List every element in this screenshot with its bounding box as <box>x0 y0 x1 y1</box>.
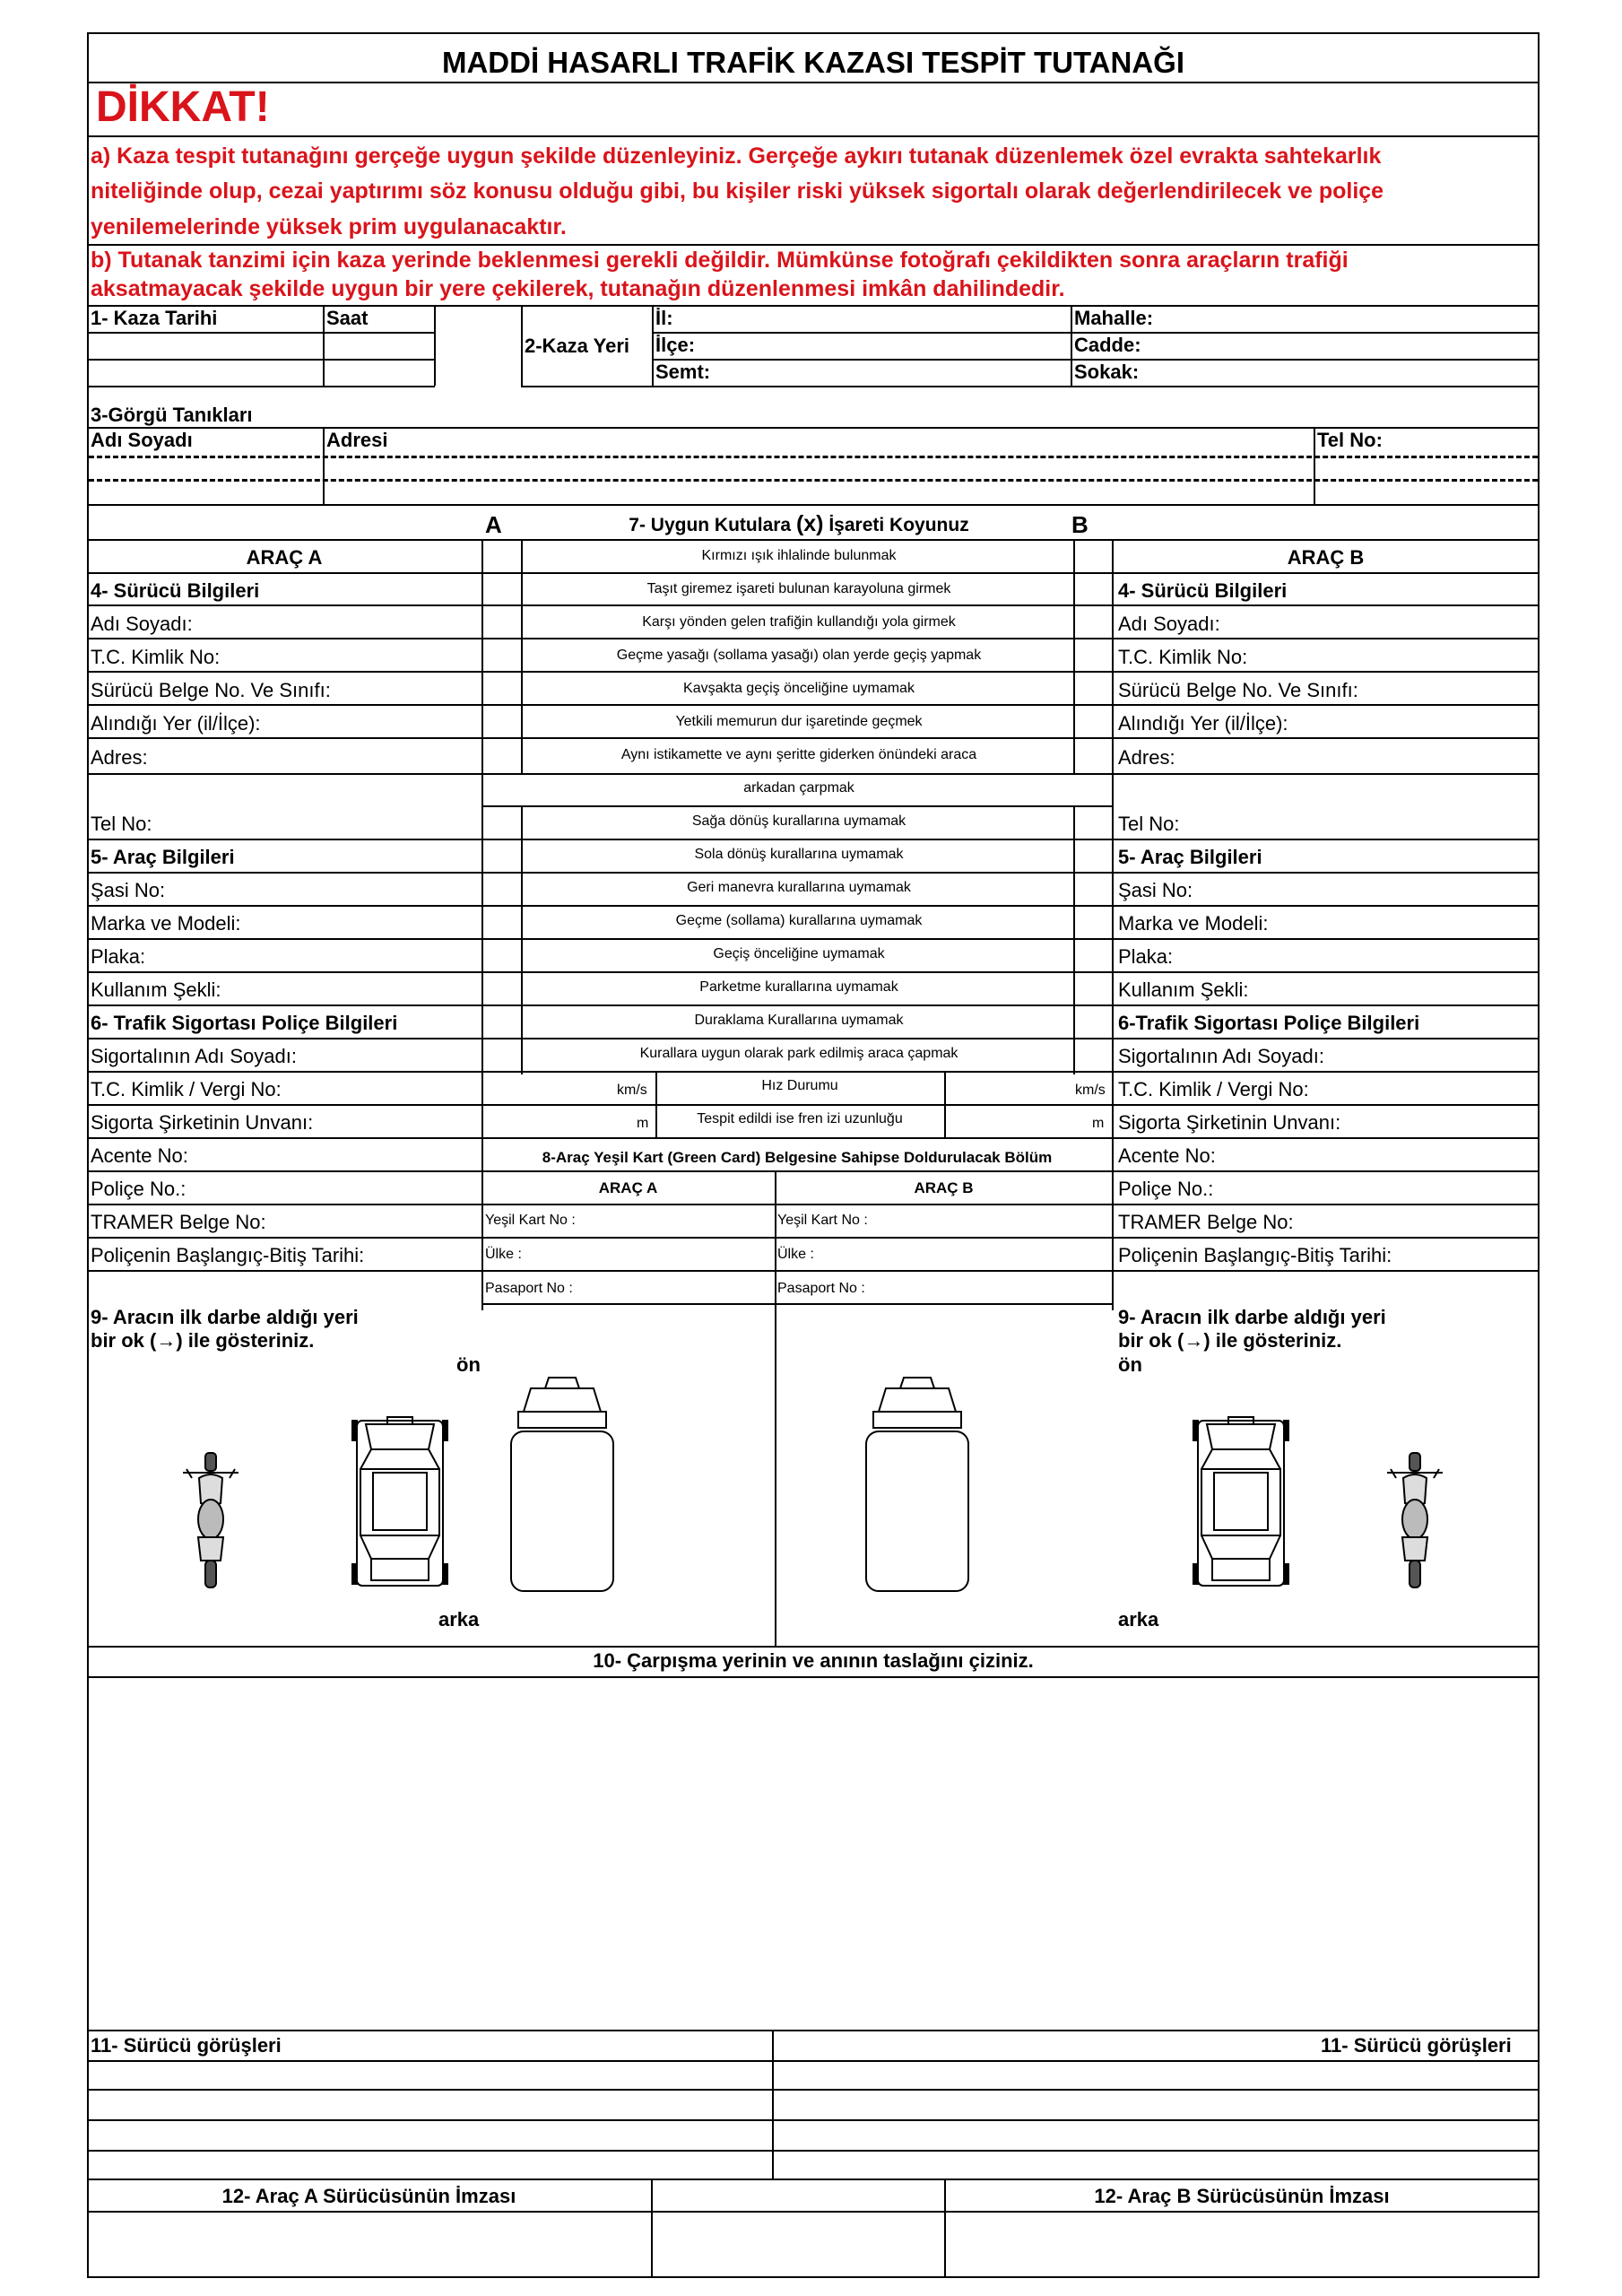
passport-b[interactable]: Pasaport No : <box>777 1281 865 1296</box>
speed-unit-a: km/s <box>617 1083 647 1098</box>
province-label[interactable]: İl: <box>655 307 673 329</box>
warning-b-line-1: b) Tutanak tanzimi için kaza yerinde beklenmesi gerekli değildir. Mümkünse fotoğrafı çekildikten sonra araçların trafiği <box>91 248 1349 273</box>
driver-opinion-b-label: 11- Sürücü görüşleri <box>1321 2034 1512 2057</box>
witness-phone-label: Tel No: <box>1317 429 1383 451</box>
accident-place-label: 2-Kaza Yeri <box>525 335 630 357</box>
checkbox-b[interactable] <box>1075 541 1115 571</box>
driver-name-a[interactable]: Adı Soyadı: <box>91 613 193 635</box>
insurance-heading-b: 6-Trafik Sigortası Poliçe Bilgileri <box>1118 1012 1420 1034</box>
agency-b[interactable]: Acente No: <box>1118 1144 1216 1167</box>
warning-a-line-2: niteliğinde olup, cezai yaptırımı söz konusu olduğu gibi, bu kişiler riski yüksek sigortalı olarak değerlendirilecek ve poliçe <box>91 178 1384 204</box>
model-a[interactable]: Marka ve Modeli: <box>91 912 241 935</box>
green-card-col-a: ARAÇ A <box>598 1179 658 1196</box>
driver-address-a[interactable]: Adres: <box>91 746 148 769</box>
company-b[interactable]: Sigorta Şirketinin Unvanı: <box>1118 1111 1341 1134</box>
witness-row-1[interactable] <box>89 456 1538 458</box>
area-label[interactable]: Semt: <box>655 361 711 383</box>
driver-license-b[interactable]: Sürücü Belge No. Ve Sınıfı: <box>1118 679 1358 701</box>
tramer-a[interactable]: TRAMER Belge No: <box>91 1211 266 1233</box>
impact-instr-a-1: 9- Aracın ilk darbe aldığı yeri <box>91 1306 359 1328</box>
warning-heading: DİKKAT! <box>96 83 270 131</box>
warning-a-line-1: a) Kaza tespit tutanağını gerçeğe uygun şekilde düzenleyiniz. Gerçeğe aykırı tutanak düzenlemek özel evrakta sahtekarlık <box>91 144 1382 169</box>
plate-b[interactable]: Plaka: <box>1118 945 1174 968</box>
front-label-a: ön <box>456 1353 481 1376</box>
driver-heading-a: 4- Sürücü Bilgileri <box>91 579 260 602</box>
car-top-icon[interactable] <box>1193 1415 1289 1591</box>
green-card-no-b[interactable]: Yeşil Kart No : <box>777 1213 868 1228</box>
truck-top-icon[interactable] <box>506 1372 619 1595</box>
sketch-area[interactable] <box>87 1676 1540 2030</box>
rule-item: Sola dönüş kurallarına uymamak <box>694 847 904 862</box>
tramer-b[interactable]: TRAMER Belge No: <box>1118 1211 1294 1233</box>
driver-opinion-a-label: 11- Sürücü görüşleri <box>91 2034 282 2057</box>
car-heading-a: 5- Araç Bilgileri <box>91 846 235 868</box>
impact-instr-b-1: 9- Aracın ilk darbe aldığı yeri <box>1118 1306 1386 1328</box>
col-a-marker: A <box>485 511 502 538</box>
rule-item: Taşıt giremez işareti bulunan karayoluna girmek <box>646 581 951 596</box>
brake-field-b[interactable] <box>944 1104 1113 1137</box>
motorcycle-icon[interactable] <box>179 1451 242 1590</box>
section7-heading: 7- Uygun Kutulara (x) İşareti Koyunuz <box>629 511 969 536</box>
driver-heading-b: 4- Sürücü Bilgileri <box>1118 579 1288 602</box>
country-b[interactable]: Ülke : <box>777 1247 814 1262</box>
car-top-icon[interactable] <box>351 1415 448 1591</box>
district-label[interactable]: İlçe: <box>655 334 696 356</box>
license-place-a[interactable]: Alındığı Yer (il/İlçe): <box>91 712 261 735</box>
speed-unit-b: km/s <box>1075 1083 1106 1098</box>
green-card-heading: 8-Araç Yeşil Kart (Green Card) Belgesine Sahipse Doldurulacak Bölüm <box>542 1149 1053 1166</box>
rule-item: Geri manevra kurallarına uymamak <box>687 880 911 895</box>
insured-name-a[interactable]: Sigortalının Adı Soyadı: <box>91 1045 297 1067</box>
brake-field-a[interactable] <box>481 1104 657 1137</box>
green-card-col-b: ARAÇ B <box>914 1179 974 1196</box>
rule-item: Parketme kurallarına uymamak <box>699 979 898 995</box>
driver-name-b[interactable]: Adı Soyadı: <box>1118 613 1220 635</box>
rule-item-continued: arkadan çarpmak <box>743 780 854 796</box>
rule-item: Karşı yönden gelen trafiğin kullandığı yola girmek <box>642 614 956 630</box>
avenue-label[interactable]: Cadde: <box>1074 334 1141 356</box>
rule-item: Kavşakta geçiş önceliğine uymamak <box>683 681 915 696</box>
accident-date-label: 1- Kaza Tarihi <box>91 307 218 329</box>
signature-a-label: 12- Araç A Sürücüsünün İmzası <box>221 2185 516 2207</box>
insured-name-b[interactable]: Sigortalının Adı Soyadı: <box>1118 1045 1324 1067</box>
agency-a[interactable]: Acente No: <box>91 1144 188 1167</box>
driver-address-b[interactable]: Adres: <box>1118 746 1175 769</box>
policy-b[interactable]: Poliçe No.: <box>1118 1178 1214 1200</box>
impact-instr-a-2: bir ok (→) ile gösteriniz. <box>91 1329 315 1352</box>
rule-item: Geçme yasağı (sollama yasağı) olan yerde geçiş yapmak <box>616 648 982 663</box>
signature-a-field[interactable] <box>87 2211 653 2278</box>
driver-phone-a[interactable]: Tel No: <box>91 813 152 835</box>
impact-instr-b-2: bir ok (→) ile gösteriniz. <box>1118 1329 1342 1352</box>
insurance-heading-a: 6- Trafik Sigortası Poliçe Bilgileri <box>91 1012 398 1034</box>
usage-a[interactable]: Kullanım Şekli: <box>91 978 221 1001</box>
witness-row-2[interactable] <box>89 479 1538 482</box>
rule-item: Aynı istikamette ve aynı şeritte giderken önündeki araca <box>620 747 977 762</box>
model-b[interactable]: Marka ve Modeli: <box>1118 912 1269 935</box>
rule-item: Kurallara uygun olarak park edilmiş araca çapmak <box>639 1046 958 1061</box>
country-a[interactable]: Ülke : <box>485 1247 522 1262</box>
rule-item: Duraklama Kurallarına uymamak <box>694 1013 904 1028</box>
truck-top-icon[interactable] <box>861 1372 974 1595</box>
rule-item: Yetkili memurun dur işaretinde geçmek <box>675 714 923 729</box>
usage-b[interactable]: Kullanım Şekli: <box>1118 978 1249 1001</box>
vehicle-a-header: ARAÇ A <box>246 546 323 569</box>
speed-field-b[interactable] <box>944 1071 1113 1104</box>
driver-license-a[interactable]: Sürücü Belge No. Ve Sınıfı: <box>91 679 331 701</box>
warning-b-line-2: aksatmayacak şekilde uygun bir yere çekilerek, tutanağın düzenlenmesi imkân dahilindedir. <box>91 276 1065 301</box>
policy-dates-b[interactable]: Poliçenin Başlangıç-Bitiş Tarihi: <box>1118 1244 1392 1266</box>
page-title: MADDİ HASARLI TRAFİK KAZASI TESPİT TUTANAĞI <box>441 46 1184 79</box>
front-label-b: ön <box>1118 1353 1142 1376</box>
neighborhood-label[interactable]: Mahalle: <box>1074 307 1154 329</box>
company-a[interactable]: Sigorta Şirketinin Unvanı: <box>91 1111 314 1134</box>
car-heading-b: 5- Araç Bilgileri <box>1118 846 1262 868</box>
tax-no-a[interactable]: T.C. Kimlik / Vergi No: <box>91 1078 282 1100</box>
rule-item: Kırmızı ışık ihlalinde bulunmak <box>701 548 897 563</box>
warning-a-line-3: yenilemelerinde yüksek prim uygulanacaktır. <box>91 214 567 239</box>
street-label[interactable]: Sokak: <box>1074 361 1140 383</box>
col-b-marker: B <box>1071 511 1089 538</box>
motorcycle-icon[interactable] <box>1383 1451 1446 1590</box>
brake-unit-a: m <box>637 1116 649 1131</box>
accident-time-label: Saat <box>326 307 369 329</box>
policy-dates-a[interactable]: Poliçenin Başlangıç-Bitiş Tarihi: <box>91 1244 365 1266</box>
witness-name-label: Adı Soyadı <box>91 429 193 451</box>
witness-address-label: Adresi <box>326 429 388 451</box>
accident-time-field[interactable] <box>323 332 436 387</box>
witnesses-label: 3-Görgü Tanıkları <box>91 404 253 426</box>
signature-b-field[interactable] <box>944 2211 1540 2278</box>
sketch-label: 10- Çarpışma yerinin ve anının taslağını çiziniz. <box>593 1649 1034 1672</box>
plate-a[interactable]: Plaka: <box>91 945 146 968</box>
driver-phone-b[interactable]: Tel No: <box>1118 813 1180 835</box>
rule-item: Geçiş önceliğine uymamak <box>713 946 885 961</box>
signature-b-label: 12- Araç B Sürücüsünün İmzası <box>1094 2185 1390 2207</box>
vehicle-b-header: ARAÇ B <box>1287 546 1365 569</box>
rule-item: Sağa dönüş kurallarına uymamak <box>691 813 906 829</box>
green-card-no-a[interactable]: Yeşil Kart No : <box>485 1213 576 1228</box>
license-place-b[interactable]: Alındığı Yer (il/İlçe): <box>1118 712 1288 735</box>
chassis-a[interactable]: Şasi No: <box>91 879 166 901</box>
accident-date-field[interactable] <box>87 332 325 387</box>
back-label-a: arka <box>438 1608 480 1631</box>
policy-a[interactable]: Poliçe No.: <box>91 1178 186 1200</box>
tax-no-b[interactable]: T.C. Kimlik / Vergi No: <box>1118 1078 1309 1100</box>
speed-field-a[interactable] <box>481 1071 657 1104</box>
driver-tc-a[interactable]: T.C. Kimlik No: <box>91 646 221 668</box>
chassis-b[interactable]: Şasi No: <box>1118 879 1193 901</box>
driver-opinion-b-field[interactable] <box>772 2060 1540 2179</box>
speed-label: Hız Durumu <box>761 1078 838 1093</box>
back-label-b: arka <box>1118 1608 1159 1631</box>
rule-item: Geçme (sollama) kurallarına uymamak <box>675 913 923 928</box>
brake-unit-b: m <box>1092 1116 1105 1131</box>
driver-tc-b[interactable]: T.C. Kimlik No: <box>1118 646 1248 668</box>
checkbox-a[interactable] <box>483 541 523 571</box>
driver-opinion-a-field[interactable] <box>87 2060 773 2179</box>
passport-a[interactable]: Pasaport No : <box>485 1281 573 1296</box>
brake-label: Tespit edildi ise fren izi uzunluğu <box>697 1111 903 1126</box>
